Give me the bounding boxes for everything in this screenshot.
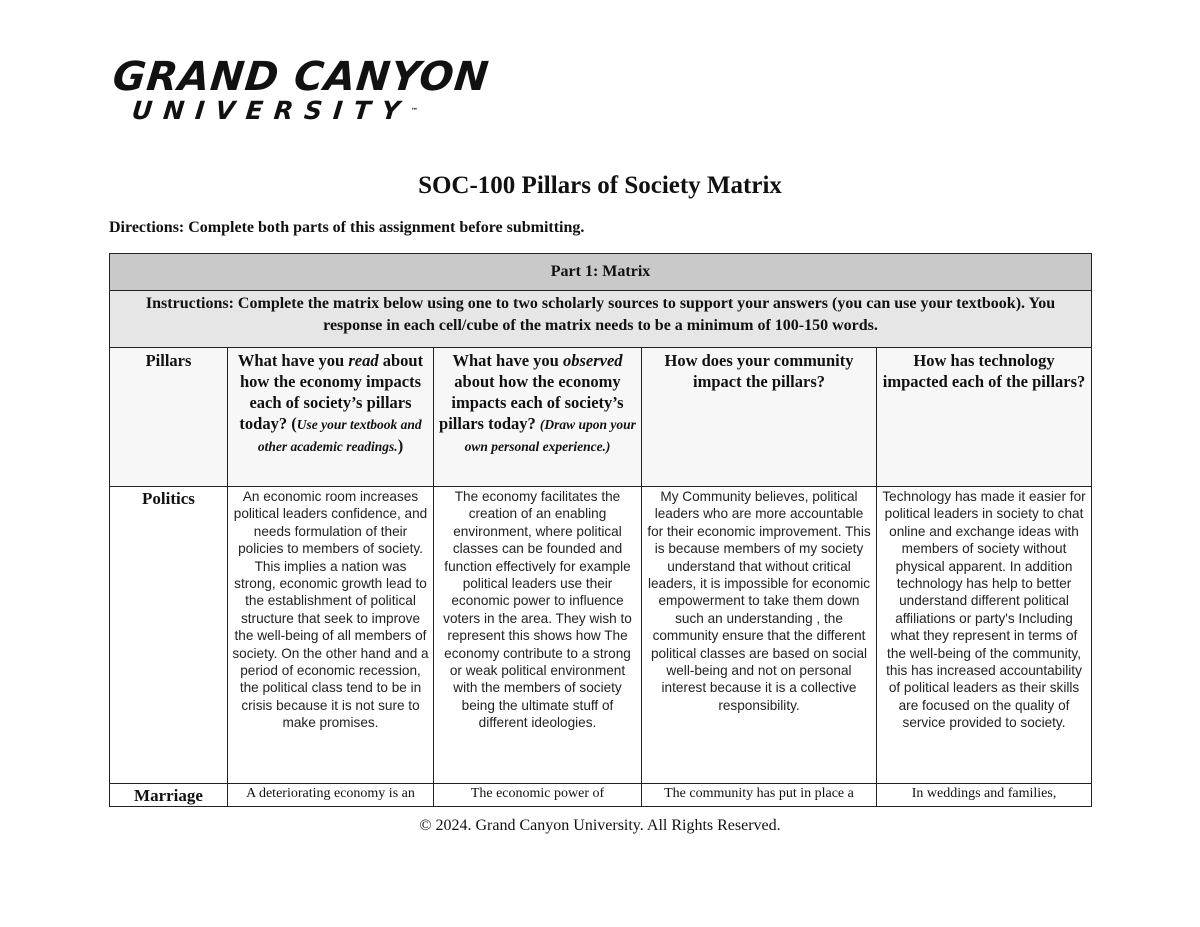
column-header-technology: How has technology impacted each of the pillars?: [877, 348, 1092, 487]
header-read-text-cont: about how the economy impacts each of society’s pillars today? (: [239, 351, 424, 433]
cell-marriage-technology: In weddings and families,: [877, 784, 1092, 807]
instructions-text: Instructions: Complete the matrix below using one to two scholarly sources to support your answers (you can use your textbook). You response in each cell/cube of the matrix needs to be a minimum of 100-150 words.: [110, 291, 1092, 348]
logo-text-university: [131, 98, 435, 124]
university-logo: [110, 54, 492, 125]
header-read-note: Use your textbook and other academic readings.: [257, 417, 422, 454]
cell-marriage-observed: The economic power of: [434, 784, 642, 807]
table-row: [110, 487, 1092, 784]
cell-politics-observed: The economy facilitates the creation of an enabling environment, where political classes can be founded and function effectively for example political leaders use their economic power to influence voters in the area. They wish to represent this shows how The economy contribute to a strong or weak political environment with the members of society being the ultimate stuff of different ideologies.: [434, 487, 642, 784]
cell-politics-technology: Technology has made it easier for political leaders in society to chat online and exchange ideas with members of society without physical apparent. In addition technology has help to better understand different political affiliations or party's Including what they represent in terms of the well-being of the community, this has increased accountability of political leaders as their skills are focused on the quality of service provided to society.: [877, 487, 1092, 784]
header-observed-text-cont: about how the economy impacts each of society’s pillars today?: [439, 372, 624, 433]
logo-text-grand-canyon: GRAND CANYON: [110, 54, 492, 100]
part-header: Part 1: Matrix: [110, 254, 1092, 291]
header-observed-emphasis: observed: [562, 351, 623, 370]
trademark-symbol: ™: [410, 107, 419, 115]
cell-politics-read: An economic room increases political leaders confidence, and needs formulation of their policies to members of society. This implies a nation was strong, economic growth lead to the establishment of political structure that seek to improve the well-being of all members of society. On the other hand and a period of economic recession, the political class tend to be in crisis because it is not sure to make promises.: [228, 487, 434, 784]
cell-marriage-read: A deteriorating economy is an: [228, 784, 434, 807]
header-observed-note: (Draw upon your own personal experience.): [464, 417, 636, 454]
copyright-footer: © 2024. Grand Canyon University. All Rights Reserved.: [419, 817, 781, 834]
header-read-emphasis: read: [348, 351, 379, 370]
directions-text: Directions: Complete both parts of this assignment before submitting.: [109, 219, 585, 236]
table-part-header-row: [110, 254, 1092, 291]
table-instructions-row: [110, 291, 1092, 348]
row-label-politics: Politics: [110, 487, 228, 784]
column-header-observed: [434, 348, 642, 487]
header-read-text: What have you: [237, 351, 349, 370]
column-header-row: [110, 348, 1092, 487]
cell-marriage-community: The community has put in place a: [642, 784, 877, 807]
header-read-close: ): [397, 436, 404, 455]
pillars-matrix-table: [109, 253, 1092, 807]
logo-university-word: UNIVERSITY: [130, 96, 413, 125]
column-header-community: How does your community impact the pillars?: [642, 348, 877, 487]
column-header-pillars: Pillars: [110, 348, 228, 487]
document-title: SOC-100 Pillars of Society Matrix: [418, 172, 782, 199]
column-header-read: [228, 348, 434, 487]
row-label-marriage: Marriage: [110, 784, 228, 807]
table-row: [110, 784, 1092, 807]
cell-politics-community: My Community believes, political leaders who are more accountable for their economic improvement. This is because members of my society understand that without critical leaders, it is impossible for economic empowerment to take them down such an understanding , the community ensure that the different political classes are based on social well-being and not on personal interest because it is a collective responsibility.: [642, 487, 877, 784]
header-observed-text: What have you: [452, 351, 563, 370]
